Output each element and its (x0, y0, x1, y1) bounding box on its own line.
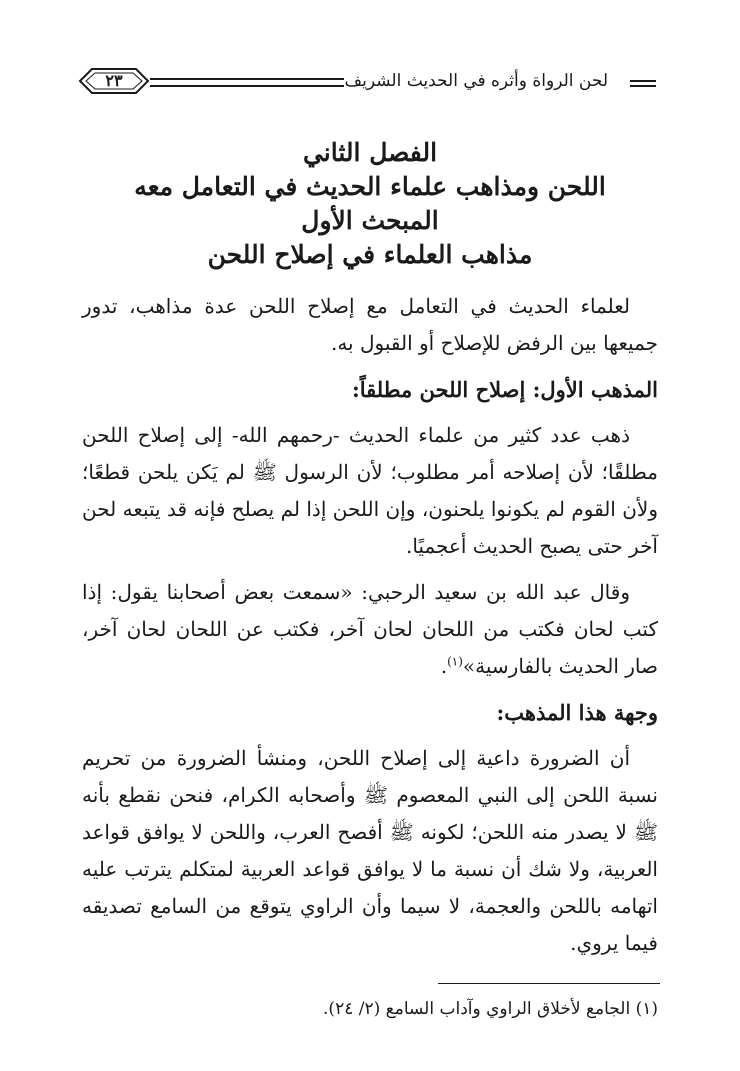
chapter-title: الفصل الثاني (302, 138, 438, 167)
body-text (82, 288, 658, 962)
intro-paragraph: لعلماء الحديث في التعامل مع إصلاح اللحن عدة مذاهب، تدور جميعها بين الرفض للإصلاح أو القبول به. (82, 294, 658, 355)
paragraph-2 (82, 574, 658, 685)
paragraph-1: ذهب عدد كثير من علماء الحديث -رحمهم الله- إلى إصلاح اللحن مطلقًا؛ لأن إصلاحه أمر مطلوب؛ لأن الرسول ﷺ لم يَكن يلحن قطعًا؛ ولأن القوم لم يكونوا يلحنون، وإن اللحن إذا لم يصلح فإنه قد يتبعه لحن آخر حتى يصبح الحديث أعجميًا. (82, 423, 658, 558)
footnote-reference[interactable]: (١) (447, 654, 463, 669)
running-header (78, 66, 656, 106)
chapter-headings (90, 136, 650, 272)
page-number-badge (78, 66, 150, 96)
footnote-1: (١) الجامع لأخلاق الراوي وآداب السامع (٢/ ٢٤). (323, 999, 658, 1019)
chapter-subtitle: اللحن ومذاهب علماء الحديث في التعامل معه (134, 172, 606, 201)
footnote-rule (438, 983, 660, 984)
header-rule (150, 78, 344, 87)
quote-text: وقال عبد الله بن سعيد الرحبي: «سمعت بعض أصحابنا يقول: إذا كتب لحان فكتب من اللحان لحان آخر، فكتب عن اللحان لحان آخر، صار الحديث بالفارسية» (82, 580, 658, 678)
doctrine-rationale-heading: وجهة هذا المذهب: (496, 700, 658, 725)
first-doctrine-heading: المذهب الأول: إصلاح اللحن مطلقاً: (352, 377, 658, 402)
page-number: ٢٣ (105, 71, 123, 90)
running-title: لحن الرواة وأثره في الحديث الشريف (344, 71, 608, 91)
header-ornament-dash (630, 80, 656, 82)
quote-end: . (440, 654, 448, 678)
paragraph-3: أن الضرورة داعية إلى إصلاح اللحن، ومنشأ الضرورة من تحريم نسبة اللحن إلى النبي المعصوم ﷺ وأصحابه الكرام، فنحن نقطع بأنه ﷺ لا يصدر منه اللحن؛ لكونه ﷺ أفصح العرب، واللحن لا يوافق قواعد العربية، ولا شك أن نسبة ما لا يوافق قواعد العربية لمتكلم يترتب عليه اتهامه باللحن والعجمة، لا سيما وأن الراوي يتوقع من السامع تصديقه فيما يروي. (82, 746, 658, 955)
section-subtitle: مذاهب العلماء في إصلاح اللحن (207, 240, 533, 269)
section-title: المبحث الأول (301, 206, 439, 235)
